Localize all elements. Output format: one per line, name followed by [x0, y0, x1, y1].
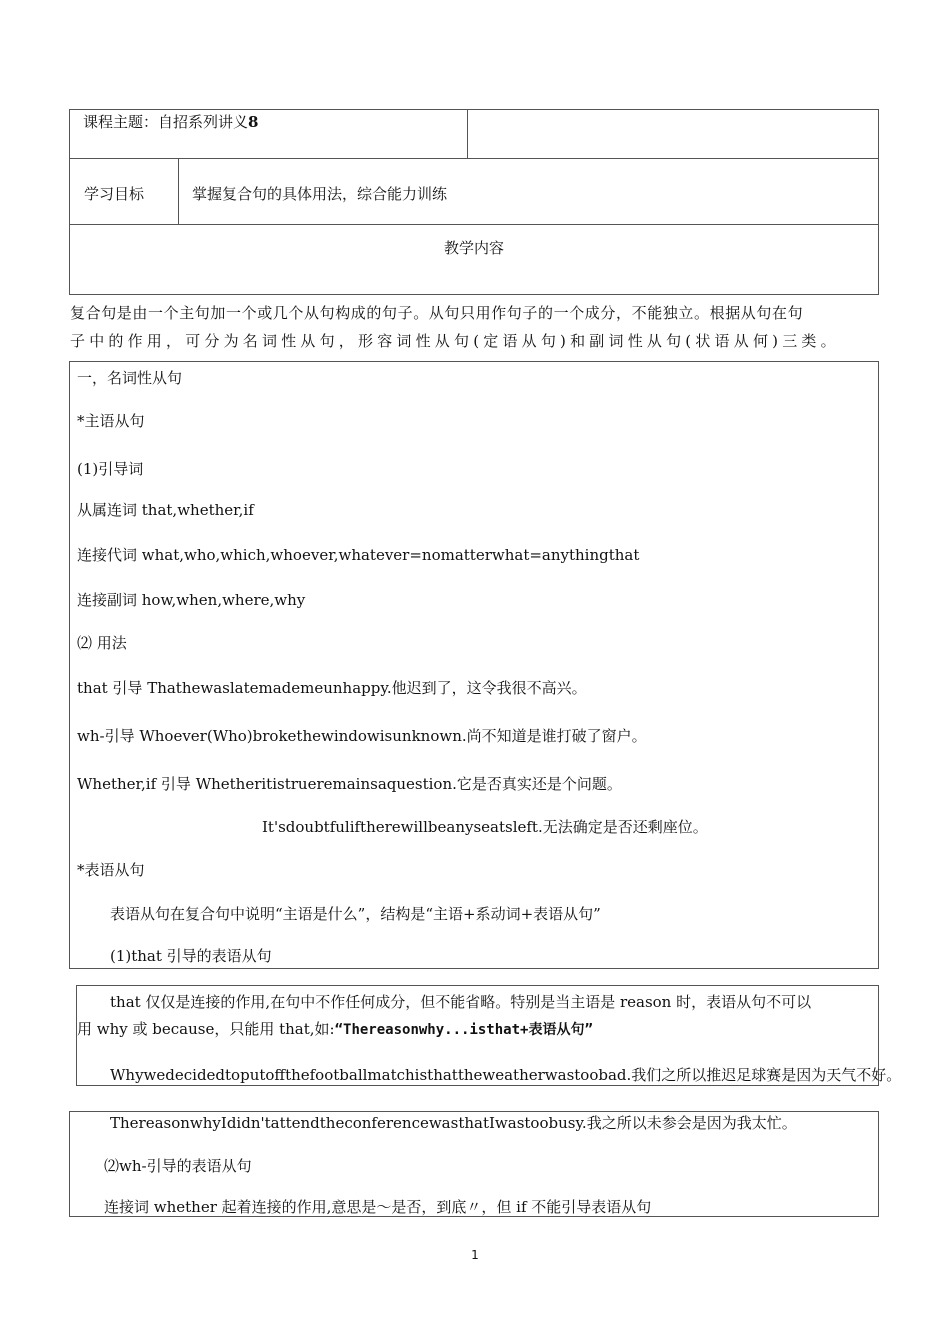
header-table [69, 109, 879, 295]
example-that: that 引导 Thathewaslatemademeunhappy.他迟到了，这令我很不高兴。 [77, 679, 587, 697]
learning-goal-label: 学习目标 [84, 185, 145, 203]
teaching-content-label: 教学内容 [443, 239, 504, 257]
section-heading: 一，名词性从句 [77, 369, 183, 387]
predicative-clause-heading: *表语从句 [77, 861, 145, 879]
course-topic-number: 8 [248, 113, 259, 131]
noun-clause-section [69, 361, 879, 969]
wh-predicative-heading: ⑵wh-引导的表语从句 [104, 1157, 252, 1175]
intro-line-2: 子中的作用，可分为名词性从句，形容词性从句(定语从句)和副词性从句(状语从何)三类。 [70, 332, 840, 350]
subordinators-line: 从属连词 that,whether,if [77, 501, 254, 519]
intro-words-heading: (1)引导词 [77, 460, 144, 478]
example-whether: Whether,if 引导 Whetheritistrueremainsaquestion.它是否真实还是个问题。 [77, 775, 622, 793]
learning-goal-text: 掌握复合句的具体用法，综合能力训练 [192, 185, 448, 203]
subject-clause-heading: *主语从句 [77, 412, 145, 430]
page-number: 1 [471, 1248, 479, 1262]
header-table-divider [178, 158, 179, 225]
that-usage-example: Whywedecidedtoputoffthefootballmatchisthattheweatherwastoobad.我们之所以推迟足球赛是因为天气不好。 [110, 1066, 902, 1084]
example-doubtful: It'sdoubtfuliftherewillbeanyseatsleft.无法确定是否还剩座位。 [262, 818, 708, 836]
whether-note: 连接词 whether 起着连接的作用,意思是〜是否，到底〃，但 if 不能引导表语从句 [104, 1198, 652, 1216]
pronouns-line: 连接代词 what,who,which,whoever,whatever=nomatterwhat=anythingthat [77, 546, 640, 564]
reason-example: ThereasonwhyIdidn'tattendtheconferencewasthatIwastoobusy.我之所以未参会是因为我太忙。 [110, 1114, 797, 1132]
header-table-divider [467, 109, 468, 159]
header-table-divider [69, 224, 879, 225]
that-predicative-heading: (1)that 引导的表语从句 [110, 947, 272, 965]
that-usage-line-2 [77, 1019, 593, 1040]
intro-line-1: 复合句是由一个主句加一个或几个从句构成的句子。从句只用作句子的一个成分，不能独立。根据从句在句 [70, 304, 804, 322]
reason-pattern: “Thereasonwhy...isthat+表语从句” [334, 1022, 593, 1038]
course-topic [83, 112, 258, 132]
predicative-description: 表语从句在复合句中说明“主语是什么”，结构是“主语+系动词+表语从句” [110, 905, 601, 923]
that-usage-line-2-text: 用 why 或 because，只能用 that,如: [77, 1020, 335, 1038]
course-topic-label: 课程主题：自招系列讲义 [83, 113, 249, 131]
example-wh: wh-引导 Whoever(Who)brokethewindowisunknown.尚不知道是谁打破了窗户。 [77, 727, 647, 745]
usage-heading: ⑵ 用法 [77, 634, 127, 652]
header-table-divider [69, 158, 879, 159]
that-usage-line-1: that 仅仅是连接的作用,在句中不作任何成分，但不能省略。特别是当主语是 reason 时，表语从句不可以 [110, 993, 812, 1011]
adverbs-line: 连接副词 how,when,where,why [77, 591, 306, 609]
